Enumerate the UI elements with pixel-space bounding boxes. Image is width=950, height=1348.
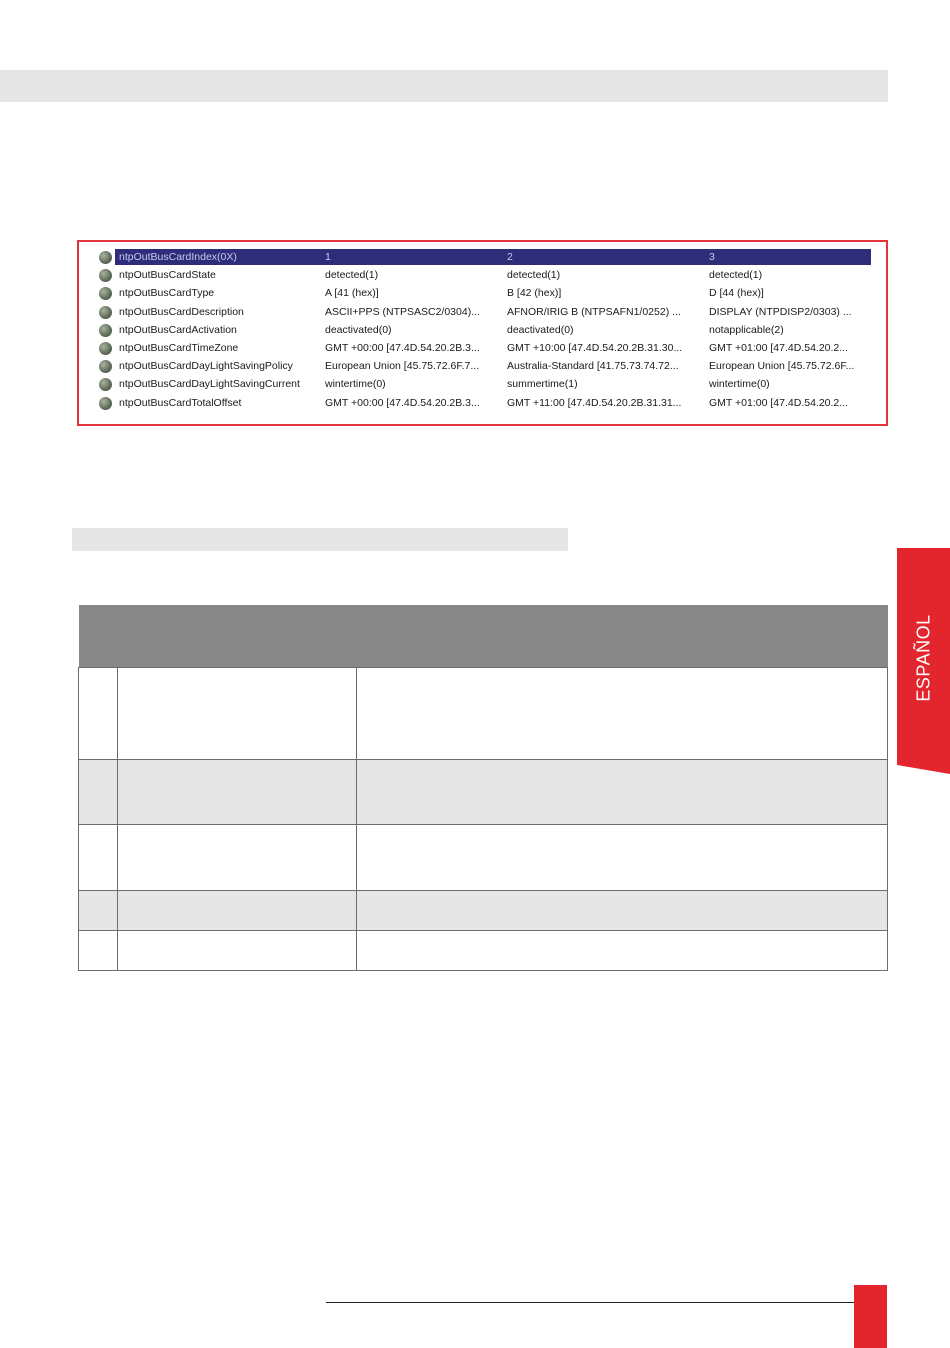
table-cell: [79, 825, 118, 891]
mib-value-card-2: detected(1): [507, 269, 561, 282]
mib-value-card-3: wintertime(0): [709, 378, 770, 391]
mib-row[interactable]: [97, 358, 871, 376]
table-cell: [357, 931, 888, 971]
mib-value-card-2: deactivated(0): [507, 323, 574, 336]
table-cell: [79, 668, 118, 760]
mib-value-card-2: B [42 (hex)]: [507, 287, 562, 300]
mib-object-name: ntpOutBusCardTotalOffset: [119, 396, 242, 409]
mib-row[interactable]: [97, 376, 871, 394]
table-header-cell: [357, 605, 888, 668]
table-cell: [79, 760, 118, 825]
mib-value-card-2: Australia-Standard [41.75.73.74.72...: [507, 360, 679, 373]
table-row: [79, 760, 888, 825]
mib-node-icon: [99, 251, 112, 264]
mib-value-card-1: GMT +00:00 [47.4D.54.20.2B.3...: [325, 396, 480, 409]
mib-object-name: ntpOutBusCardDescription: [119, 305, 244, 318]
mib-value-card-3: detected(1): [709, 269, 763, 282]
table-cell: [79, 891, 118, 931]
table-cell: [357, 891, 888, 931]
table-header-cell: [118, 605, 357, 668]
mib-object-name: ntpOutBusCardType: [119, 287, 215, 300]
mib-row[interactable]: [97, 267, 871, 285]
mib-value-card-3: 3: [709, 251, 715, 263]
mib-row[interactable]: [97, 322, 871, 340]
table-cell: [118, 891, 357, 931]
mib-value-card-3: GMT +01:00 [47.4D.54.20.2...: [709, 396, 849, 409]
table-header-row: [79, 605, 888, 668]
mib-value-card-1: ASCII+PPS (NTPSASC2/0304)...: [325, 305, 480, 318]
mib-node-icon: [99, 306, 112, 319]
mib-node-icon: [99, 397, 112, 410]
mib-value-card-1: wintertime(0): [325, 378, 386, 391]
mib-value-card-3: D [44 (hex)]: [709, 287, 764, 300]
table-header-cell: [79, 605, 118, 668]
table-cell: [118, 668, 357, 760]
mib-node-icon: [99, 287, 112, 300]
mib-value-card-1: deactivated(0): [325, 323, 392, 336]
mib-value-card-3: GMT +01:00 [47.4D.54.20.2...: [709, 342, 849, 354]
mib-node-icon: [99, 360, 112, 373]
top-header-bar: [0, 70, 888, 102]
mib-row[interactable]: [97, 340, 871, 358]
mib-node-icon: [99, 269, 112, 282]
table-cell: [118, 760, 357, 825]
mib-value-card-1: European Union [45.75.72.6F.7...: [325, 360, 480, 373]
mib-row[interactable]: [97, 304, 871, 322]
mib-object-name: ntpOutBusCardIndex(0X): [119, 251, 237, 263]
table-row: [79, 668, 888, 760]
mib-value-card-2: AFNOR/IRIG B (NTPSAFN1/0252) ...: [507, 305, 681, 318]
mib-value-card-1: A [41 (hex)]: [325, 287, 379, 300]
mib-value-card-3: European Union [45.75.72.6F...: [709, 360, 855, 373]
mib-value-card-1: 1: [325, 251, 331, 263]
page-number-box: [854, 1285, 887, 1348]
mib-object-name: ntpOutBusCardState: [119, 269, 216, 282]
table-row: [79, 931, 888, 971]
table-cell: [118, 931, 357, 971]
mib-node-icon: [99, 378, 112, 391]
mib-value-card-3: DISPLAY (NTPDISP2/0303) ...: [709, 305, 852, 318]
mib-browser-screenshot: [77, 240, 888, 426]
mib-row[interactable]: [97, 285, 871, 303]
mib-value-card-2: 2: [507, 251, 513, 263]
table-cell: [357, 668, 888, 760]
mib-value-card-3: notapplicable(2): [709, 323, 784, 336]
mib-row[interactable]: [97, 395, 871, 413]
table-cell: [357, 760, 888, 825]
footer-rule: [326, 1302, 854, 1303]
section-heading-bar: [72, 528, 568, 551]
table-row: [79, 891, 888, 931]
mib-object-name: ntpOutBusCardDayLightSavingCurrent: [119, 378, 300, 391]
table-cell: [118, 825, 357, 891]
table-cell: [357, 825, 888, 891]
mib-value-card-1: GMT +00:00 [47.4D.54.20.2B.3...: [325, 342, 480, 354]
mib-node-icon: [99, 342, 112, 355]
mib-value-card-2: summertime(1): [507, 378, 578, 391]
table-row: [79, 825, 888, 891]
mib-value-card-2: GMT +10:00 [47.4D.54.20.2B.31.30...: [507, 342, 683, 354]
language-tab-label: ESPAÑOL: [913, 614, 934, 702]
mib-object-name: ntpOutBusCardActivation: [119, 323, 237, 336]
description-table: [78, 605, 888, 971]
mib-object-name: ntpOutBusCardDayLightSavingPolicy: [119, 360, 293, 373]
mib-node-icon: [99, 324, 112, 337]
mib-value-card-2: GMT +11:00 [47.4D.54.20.2B.31.31...: [507, 396, 682, 409]
table-cell: [79, 931, 118, 971]
mib-value-card-1: detected(1): [325, 269, 379, 282]
mib-row[interactable]: [97, 249, 871, 267]
mib-object-name: ntpOutBusCardTimeZone: [119, 342, 239, 354]
